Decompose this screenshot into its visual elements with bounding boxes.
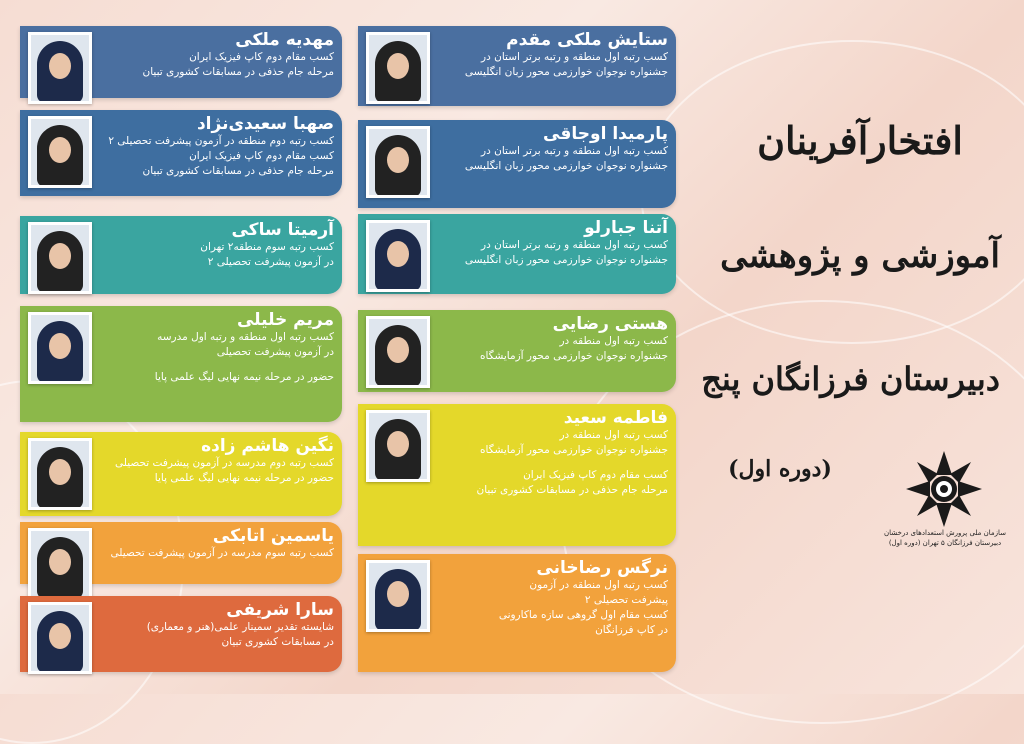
student-card — [20, 216, 342, 294]
achievement-line: کسب رتبه اول منطقه و رتبه برتر استان در — [481, 51, 668, 63]
student-card — [20, 306, 342, 422]
student-name: سارا شریفی — [226, 600, 334, 620]
student-name: پارمیدا اوجاقی — [543, 124, 668, 144]
achievement-line: کسب رتبه سوم مدرسه در آزمون پیشرفت تحصیلی — [110, 547, 334, 559]
student-text — [418, 124, 668, 174]
background-swirl — [640, 40, 1024, 344]
student-card — [358, 26, 676, 106]
achievement-line: در آزمون پیشرفت تحصیلی ۲ — [207, 256, 334, 268]
achievement-line: کسب رتبه اول منطقه و رتبه اول مدرسه — [157, 331, 334, 343]
student-name: هستی رضایی — [552, 314, 668, 334]
achievement-line: جشنواره نوجوان خوارزمی محور آزمایشگاه — [479, 444, 668, 456]
achievement-line: کسب رتبه دوم مدرسه در آزمون پیشرفت تحصیلی — [115, 457, 334, 469]
student-text — [80, 436, 334, 486]
student-text — [80, 220, 334, 270]
student-card — [20, 110, 342, 196]
achievement-line: کسب مقام دوم کاپ فیزیک ایران — [523, 469, 668, 481]
achievement-line: شایسته تقدیر سمینار علمی(هنر و معماری) — [146, 621, 334, 633]
logo-caption — [880, 528, 1010, 548]
student-card — [20, 522, 342, 584]
student-text — [80, 310, 334, 385]
achievement-line: جشنواره نوجوان خوارزمی محور زبان انگلیسی — [464, 254, 668, 266]
student-text — [80, 600, 334, 650]
student-text — [80, 30, 334, 80]
achievement-line: در کاپ فرزانگان — [595, 624, 668, 636]
achievement-line: کسب رتبه اول منطقه در آزمون — [529, 579, 668, 591]
achievement-line: حضور در مرحله نیمه نهایی لیگ علمی پایا — [154, 371, 334, 383]
student-name: یاسمین اتابکی — [212, 526, 334, 546]
student-card — [358, 214, 676, 294]
student-card — [20, 596, 342, 672]
student-card — [20, 432, 342, 516]
student-text — [418, 30, 668, 80]
student-name: فاطمه سعید — [563, 408, 668, 428]
star-emblem-icon — [905, 450, 983, 528]
student-name: مهدیه ملکی — [235, 30, 334, 50]
achievement-line: مرحله جام حذفی در مسابقات کشوری تبیان — [142, 165, 334, 177]
student-name: آرمیتا ساکی — [231, 220, 334, 240]
student-name: ستایش ملکی مقدم — [506, 30, 668, 50]
achievement-line: جشنواره نوجوان خوارزمی محور زبان انگلیسی — [464, 160, 668, 172]
student-card — [358, 120, 676, 208]
student-card — [358, 554, 676, 672]
achievement-line: حضور در مرحله نیمه نهایی لیگ علمی پایا — [154, 472, 334, 484]
achievement-line: کسب رتبه اول منطقه و رتبه برتر استان در — [481, 145, 668, 157]
school-name: دبیرستان فرزانگان پنج — [701, 360, 1000, 398]
achievement-line: در مسابقات کشوری تبیان — [221, 636, 334, 648]
logo-caption-line: دبیرستان فرزانگان ۵ تهران (دوره اول) — [888, 539, 1002, 547]
achievement-line: در آزمون پیشرفت تحصیلی — [216, 346, 334, 358]
achievement-line: مرحله جام حذفی در مسابقات کشوری تبیان — [476, 484, 668, 496]
student-text — [80, 526, 334, 561]
main-title: افتخارآفرینان — [757, 118, 963, 163]
achievement-line: کسب مقام دوم کاپ فیزیک ایران — [189, 150, 334, 162]
period-label: (دوره اول) — [728, 456, 832, 482]
student-text — [80, 114, 334, 179]
achievement-line: کسب رتبه دوم منطقه در آزمون پیشرفت تحصیلی ۲ — [108, 135, 334, 147]
achievement-line: کسب رتبه سوم منطقه۲ تهران — [200, 241, 334, 253]
student-text — [418, 314, 668, 364]
student-name: نگین هاشم زاده — [201, 436, 334, 456]
achievement-line: پیشرفت تحصیلی ۲ — [584, 594, 668, 606]
student-name: نرگس رضاخانی — [536, 558, 668, 578]
logo-caption-line: سازمان ملی پرورش استعدادهای درخشان — [883, 529, 1006, 537]
line-spacer — [80, 360, 334, 370]
achievement-line: کسب مقام اول گروهی سازه ماکارونی — [498, 609, 668, 621]
achievement-line: مرحله جام حذفی در مسابقات کشوری تبیان — [142, 66, 334, 78]
achievement-line: جشنواره نوجوان خوارزمی محور آزمایشگاه — [479, 350, 668, 362]
achievement-line: کسب رتبه اول منطقه در — [559, 429, 668, 441]
student-text — [418, 408, 668, 498]
achievement-line: کسب مقام دوم کاپ فیزیک ایران — [189, 51, 334, 63]
student-card — [358, 310, 676, 392]
student-name: آتنا جبارلو — [584, 218, 668, 238]
student-text — [418, 218, 668, 268]
achievement-line: جشنواره نوجوان خوارزمی محور زبان انگلیسی — [464, 66, 668, 78]
student-name: صهبا سعیدی‌نژاد — [196, 114, 334, 134]
student-name: مریم خلیلی — [236, 310, 334, 330]
line-spacer — [418, 458, 668, 468]
student-text — [418, 558, 668, 638]
student-card — [20, 26, 342, 98]
achievement-line: کسب رتبه اول منطقه و رتبه برتر استان در — [481, 239, 668, 251]
student-card — [358, 404, 676, 546]
achievement-line: کسب رتبه اول منطقه در — [559, 335, 668, 347]
subtitle-research: آموزشی و پژوهشی — [720, 236, 1000, 276]
